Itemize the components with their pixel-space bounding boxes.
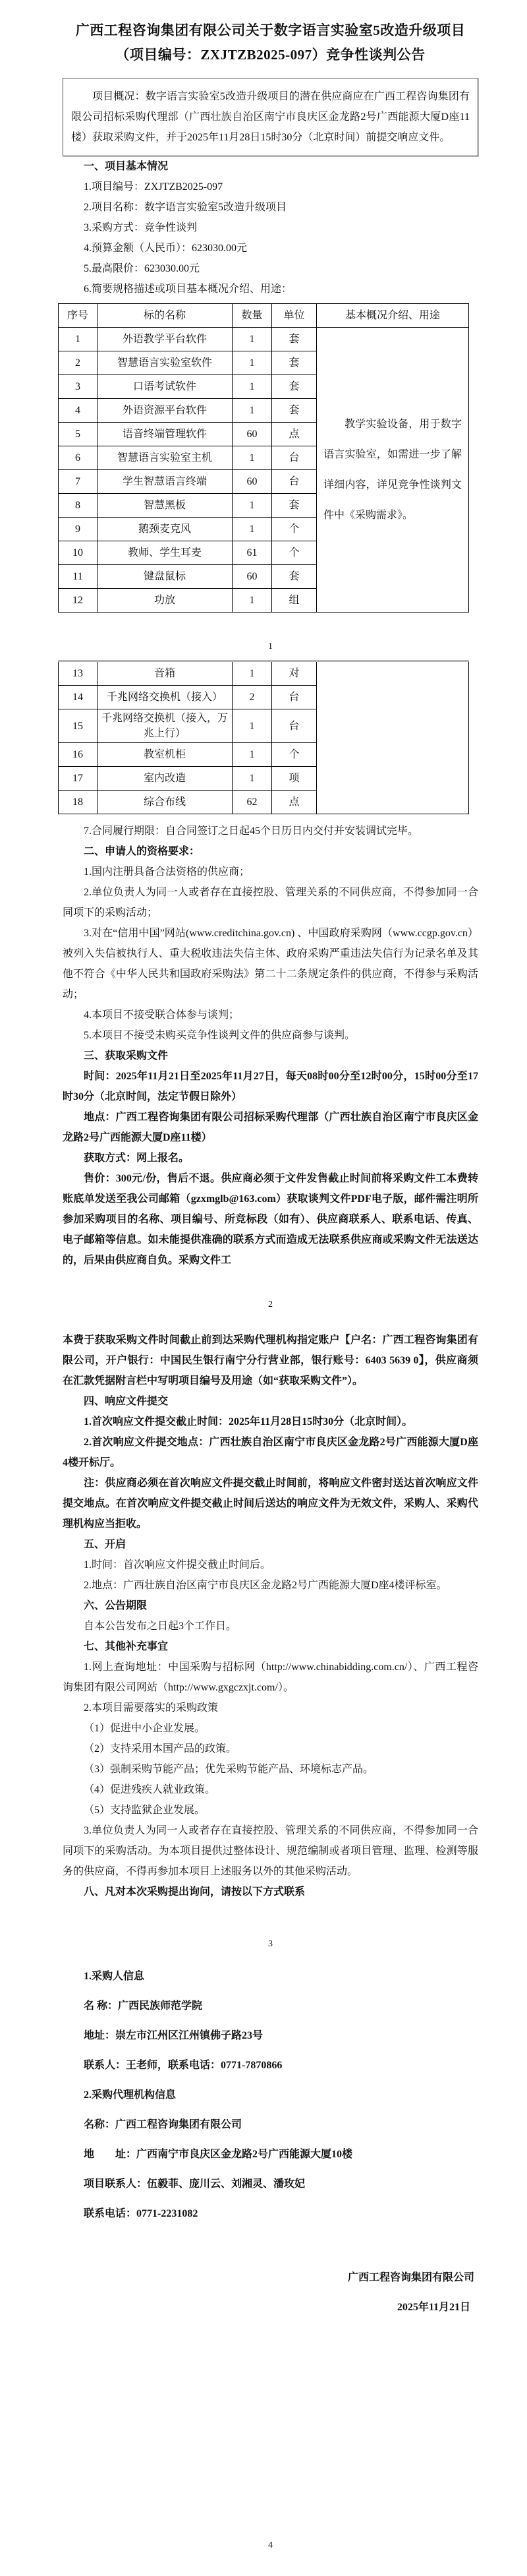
document-place-line: 地点：广西工程咨询集团有限公司招标采购代理部（广西壮族自治区南宁市良庆区金龙路2号广西能源大厦D座11楼）	[63, 1112, 478, 1143]
project-overview-text: 项目概况：数字语言实验室5改造升级项目的潜在供应商应在广西工程咨询集团有限公司招标采购代理部（广西壮族自治区南宁市良庆区金龙路2号广西能源大厦D座11楼）获取采购文件，并于2025年11月28日15时30分（北京时间）前提交响应文件。	[71, 91, 470, 143]
item-name: 教室机柜	[97, 743, 233, 767]
row-no: 4	[59, 399, 97, 423]
page-number-1: 1	[268, 642, 273, 651]
item-qty: 1	[233, 446, 272, 470]
item-name: 音箱	[97, 661, 233, 686]
spec-table-part-1	[58, 303, 469, 613]
row-no: 8	[59, 494, 97, 518]
doc-title-line-2: （项目编号：ZXJTZB2025-097）竞争性谈判公告	[115, 47, 426, 63]
item-qty: 1	[233, 399, 272, 423]
item-unit: 项	[272, 767, 317, 791]
item-unit: 组	[272, 589, 317, 613]
item-name: 智慧黑板	[97, 494, 233, 518]
row-no: 5	[59, 423, 97, 446]
row-no: 6	[59, 446, 97, 470]
policy-item-4: （4）促进残疾人就业政策。	[84, 1784, 216, 1795]
item-qty: 1	[233, 589, 272, 613]
item-unit: 点	[272, 791, 317, 814]
qualification-item-1: 1.国内注册具备合法资格的供应商；	[84, 866, 250, 878]
response-place-line: 2.首次响应文件提交地点：广西壮族自治区南宁市良庆区金龙路2号广西能源大厦D座4楼开标厅。	[63, 1437, 478, 1468]
item-name: 综合布线	[97, 791, 233, 814]
item-unit: 个	[272, 541, 317, 565]
qualification-item-2: 2.单位负责人为同一人或者存在直接控股、管理关系的不同供应商，不得参加同一合同项下的采购活动；	[63, 887, 478, 918]
item-name: 室内改造	[97, 767, 233, 791]
item-unit: 套	[272, 328, 317, 351]
item-unit: 套	[272, 351, 317, 375]
item-unit: 套	[272, 399, 317, 423]
spec-intro-line: 6.简要规格描述或项目基本概况介绍、用途：	[84, 284, 292, 295]
same-principal-rule-line: 3.单位负责人为同一人或者存在直接控股、管理关系的不同供应商，不得参加同一合同项下的采购活动。为本项目提供过整体设计、规范编制或者项目管理、监理、检测等服务的供应商，不得再参加本项目上述服务以外的其他采购活动。	[63, 1825, 478, 1877]
item-unit: 个	[272, 743, 317, 767]
project-overview-box	[63, 78, 478, 156]
document-time-line: 时间：2025年11月21日至2025年11月27日，每天08时00分至12时00分，15时00分至17时30分（北京时间，法定节假日除外）	[63, 1071, 478, 1102]
col-header-desc: 基本概况介绍、用途	[317, 304, 469, 328]
section-3-heading: 三、获取采购文件	[84, 1050, 169, 1062]
row-no: 15	[59, 709, 97, 743]
document-price-continuation: 本费于获取采购文件时间截止前到达采购代理机构指定账户【户名：广西工程咨询集团有限公司，开户银行：中国民生银行南宁分行营业部，银行账号：6403 5639 0】，供应商须在汇款凭据附言栏中写明项目编号及用途（如“获取采购文件”）。	[63, 1334, 478, 1387]
section-5-heading: 五、开启	[84, 1539, 126, 1550]
row-no: 12	[59, 589, 97, 613]
document-method-line: 获取方式：网上报名。	[84, 1153, 190, 1164]
section-7-heading: 七、其他补充事宜	[84, 1641, 169, 1652]
page-1	[0, 0, 527, 652]
row-no: 9	[59, 518, 97, 541]
row-no: 16	[59, 743, 97, 767]
project-name-line: 2.项目名称：数字语言实验室5改造升级项目	[84, 202, 287, 213]
item-name: 功放	[97, 589, 233, 613]
contract-period-line: 7.合同履行期限：自合同签订之日起45个日历日内交付并安装调试完毕。	[84, 825, 419, 837]
section-6-heading: 六、公告期限	[84, 1600, 148, 1611]
row-no: 17	[59, 767, 97, 791]
item-name: 千兆网络交换机（接入，万兆上行）	[97, 709, 233, 743]
agency-info-heading: 2.采购代理机构信息	[84, 2089, 177, 2101]
section-1-heading: 一、项目基本情况	[84, 161, 169, 172]
opening-time-line: 1.时间：首次响应文件提交截止时间后。	[84, 1559, 271, 1571]
document-price-paragraph: 售价：300元/份，售后不退。供应商必须于文件发售截止时间前将采购文件工本费转账底单发送至我公司邮箱（gzxmglb@163.com）获取谈判文件PDF电子版，邮件需注明所参加采购项目的名称、项目编号、所竞标段（如有）、供应商联系人、联系电话、传真、电子邮箱等信息。如未能提供准确的联系方式而造成无法联系供应商或采购文件无法送达的，后果由供应商自负。采购文件工	[63, 1173, 478, 1266]
page-number-3: 3	[268, 1939, 273, 1949]
buyer-address-line: 地址：崇左市江州区江州镇佛子路23号	[84, 2030, 264, 2041]
policy-item-3: （3）强制采购节能产品；优先采购节能产品、环境标志产品。	[84, 1764, 374, 1775]
item-qty: 61	[233, 541, 272, 565]
item-description-merged-cell: 教学实验设备，用于数字语言实验室，如需进一步了解详细内容，详见竞争性谈判文件中《采购需求》。	[317, 328, 469, 613]
item-unit: 对	[272, 661, 317, 686]
spec-table-part-2	[58, 660, 469, 814]
doc-title-line-1: 广西工程咨询集团有限公司关于数字语言实验室5改造升级项目	[75, 22, 466, 38]
agency-contacts-line: 项目联系人：伍毅菲、庞川云、刘湘灵、潘玫妃	[84, 2178, 306, 2190]
announcement-period-line: 自本公告发布之日起3个工作日。	[84, 1621, 237, 1632]
row-no: 7	[59, 470, 97, 494]
page-4	[0, 1950, 527, 2576]
buyer-info-heading: 1.采购人信息	[84, 1971, 145, 1982]
price-cap-line: 5.最高限价：623030.00元	[84, 263, 200, 274]
item-qty: 1	[233, 661, 272, 686]
item-name: 键盘鼠标	[97, 565, 233, 589]
procurement-method-line: 3.采购方式：竞争性谈判	[84, 222, 198, 233]
table-row	[59, 328, 469, 351]
item-unit: 套	[272, 494, 317, 518]
row-no: 3	[59, 375, 97, 399]
item-unit: 台	[272, 470, 317, 494]
item-qty: 2	[233, 686, 272, 709]
online-query-line: 1.网上查询地址：中国采购与招标网（http://www.chinabidding.com.cn/）、广西工程咨询集团有限公司网站（http://www.gxgczxjt.com/）。	[63, 1662, 478, 1693]
table-row	[59, 661, 469, 686]
signature-date: 2025年11月21日	[397, 2302, 470, 2313]
item-unit: 套	[272, 375, 317, 399]
page-3	[0, 1330, 527, 1950]
response-note-line: 注：供应商必须在首次响应文件提交截止时间前，将响应文件密封送达首次响应文件提交地点。在首次响应文件提交截止时间后送达的响应文件为无效文件，采购人、采购代理机构应当拒收。	[63, 1478, 478, 1530]
item-name: 外语教学平台软件	[97, 328, 233, 351]
item-name: 教师、学生耳麦	[97, 541, 233, 565]
col-header-name: 标的名称	[97, 304, 233, 328]
item-unit: 套	[272, 565, 317, 589]
qualification-item-4: 4.本项目不接受联合体参与谈判；	[84, 1009, 240, 1021]
row-no: 10	[59, 541, 97, 565]
section-2-heading: 二、申请人的资格要求：	[84, 846, 200, 857]
buyer-name-line: 名 称：广西民族师范学院	[84, 2000, 203, 2012]
item-name: 学生智慧语言终端	[97, 470, 233, 494]
item-qty: 1	[233, 494, 272, 518]
qualification-item-5: 5.本项目不接受未购买竞争性谈判文件的供应商参与谈判。	[84, 1030, 356, 1041]
item-name: 智慧语言实验室主机	[97, 446, 233, 470]
item-unit: 台	[272, 446, 317, 470]
policy-item-1: （1）促进中小企业发展。	[84, 1723, 206, 1734]
page-number-2: 2	[268, 1300, 273, 1309]
page-2	[0, 660, 527, 1310]
item-qty: 1	[233, 709, 272, 743]
policy-heading-line: 2.本项目需要落实的采购政策	[84, 1702, 219, 1714]
col-header-unit: 单位	[272, 304, 317, 328]
row-no: 2	[59, 351, 97, 375]
item-name: 语音终端管理软件	[97, 423, 233, 446]
response-deadline-line: 1.首次响应文件提交截止时间：2025年11月28日15时30分（北京时间）。	[84, 1416, 413, 1427]
policy-item-2: （2）支持采用本国产品的政策。	[84, 1743, 237, 1754]
item-qty: 1	[233, 375, 272, 399]
item-name: 外语资源平台软件	[97, 399, 233, 423]
spec-table-header-row	[59, 304, 469, 328]
item-qty: 1	[233, 328, 272, 351]
qualification-item-3: 3.对在“信用中国”网站(www.creditchina.gov.cn) 、中国政府采购网（www.ccgp.gov.cn）被列入失信被执行人、重大税收违法失信主体、政府采购严重违法失信行为记录名单及其他不符合《中华人民共和国政府采购法》第二十二条规定条件的供应商，不得参与采购活动；	[63, 928, 478, 1000]
row-no: 13	[59, 661, 97, 686]
item-name: 智慧语言实验室软件	[97, 351, 233, 375]
section-4-heading: 四、响应文件提交	[84, 1396, 169, 1407]
agency-phone-line: 联系电话：0771-2231082	[84, 2208, 198, 2219]
opening-place-line: 2.地点：广西壮族自治区南宁市良庆区金龙路2号广西能源大厦D座4楼评标室。	[84, 1580, 447, 1591]
buyer-contact-line: 联系人：王老师，联系电话：0771-7870866	[84, 2060, 283, 2071]
item-qty: 60	[233, 565, 272, 589]
item-qty: 1	[233, 743, 272, 767]
row-no: 11	[59, 565, 97, 589]
page-number-4: 4	[268, 2540, 273, 2550]
item-qty: 60	[233, 423, 272, 446]
section-8-heading: 八、凡对本次采购提出询问，请按以下方式联系	[84, 1886, 306, 1898]
item-unit: 个	[272, 518, 317, 541]
row-no: 18	[59, 791, 97, 814]
item-name: 口语考试软件	[97, 375, 233, 399]
row-no: 1	[59, 328, 97, 351]
item-unit: 点	[272, 423, 317, 446]
col-header-qty: 数量	[233, 304, 272, 328]
item-unit: 台	[272, 686, 317, 709]
col-header-no: 序号	[59, 304, 97, 328]
item-qty: 62	[233, 791, 272, 814]
item-qty: 1	[233, 518, 272, 541]
policy-item-5: （5）支持监狱企业发展。	[84, 1805, 206, 1816]
item-description-merged-cell	[317, 661, 469, 814]
item-qty: 1	[233, 767, 272, 791]
signature-company: 广西工程咨询集团有限公司	[347, 2272, 474, 2283]
item-qty: 1	[233, 351, 272, 375]
project-number-line: 1.项目编号：ZXJTZB2025-097	[84, 181, 223, 193]
row-no: 14	[59, 686, 97, 709]
item-name: 鹅颈麦克风	[97, 518, 233, 541]
agency-address-line: 地 址：广西南宁市良庆区金龙路2号广西能源大厦10楼	[84, 2149, 353, 2160]
agency-name-line: 名称：广西工程咨询集团有限公司	[84, 2119, 242, 2130]
budget-line: 4.预算金额（人民币）：623030.00元	[84, 243, 248, 254]
item-qty: 60	[233, 470, 272, 494]
item-unit: 台	[272, 709, 317, 743]
item-name: 千兆网络交换机（接入）	[97, 686, 233, 709]
